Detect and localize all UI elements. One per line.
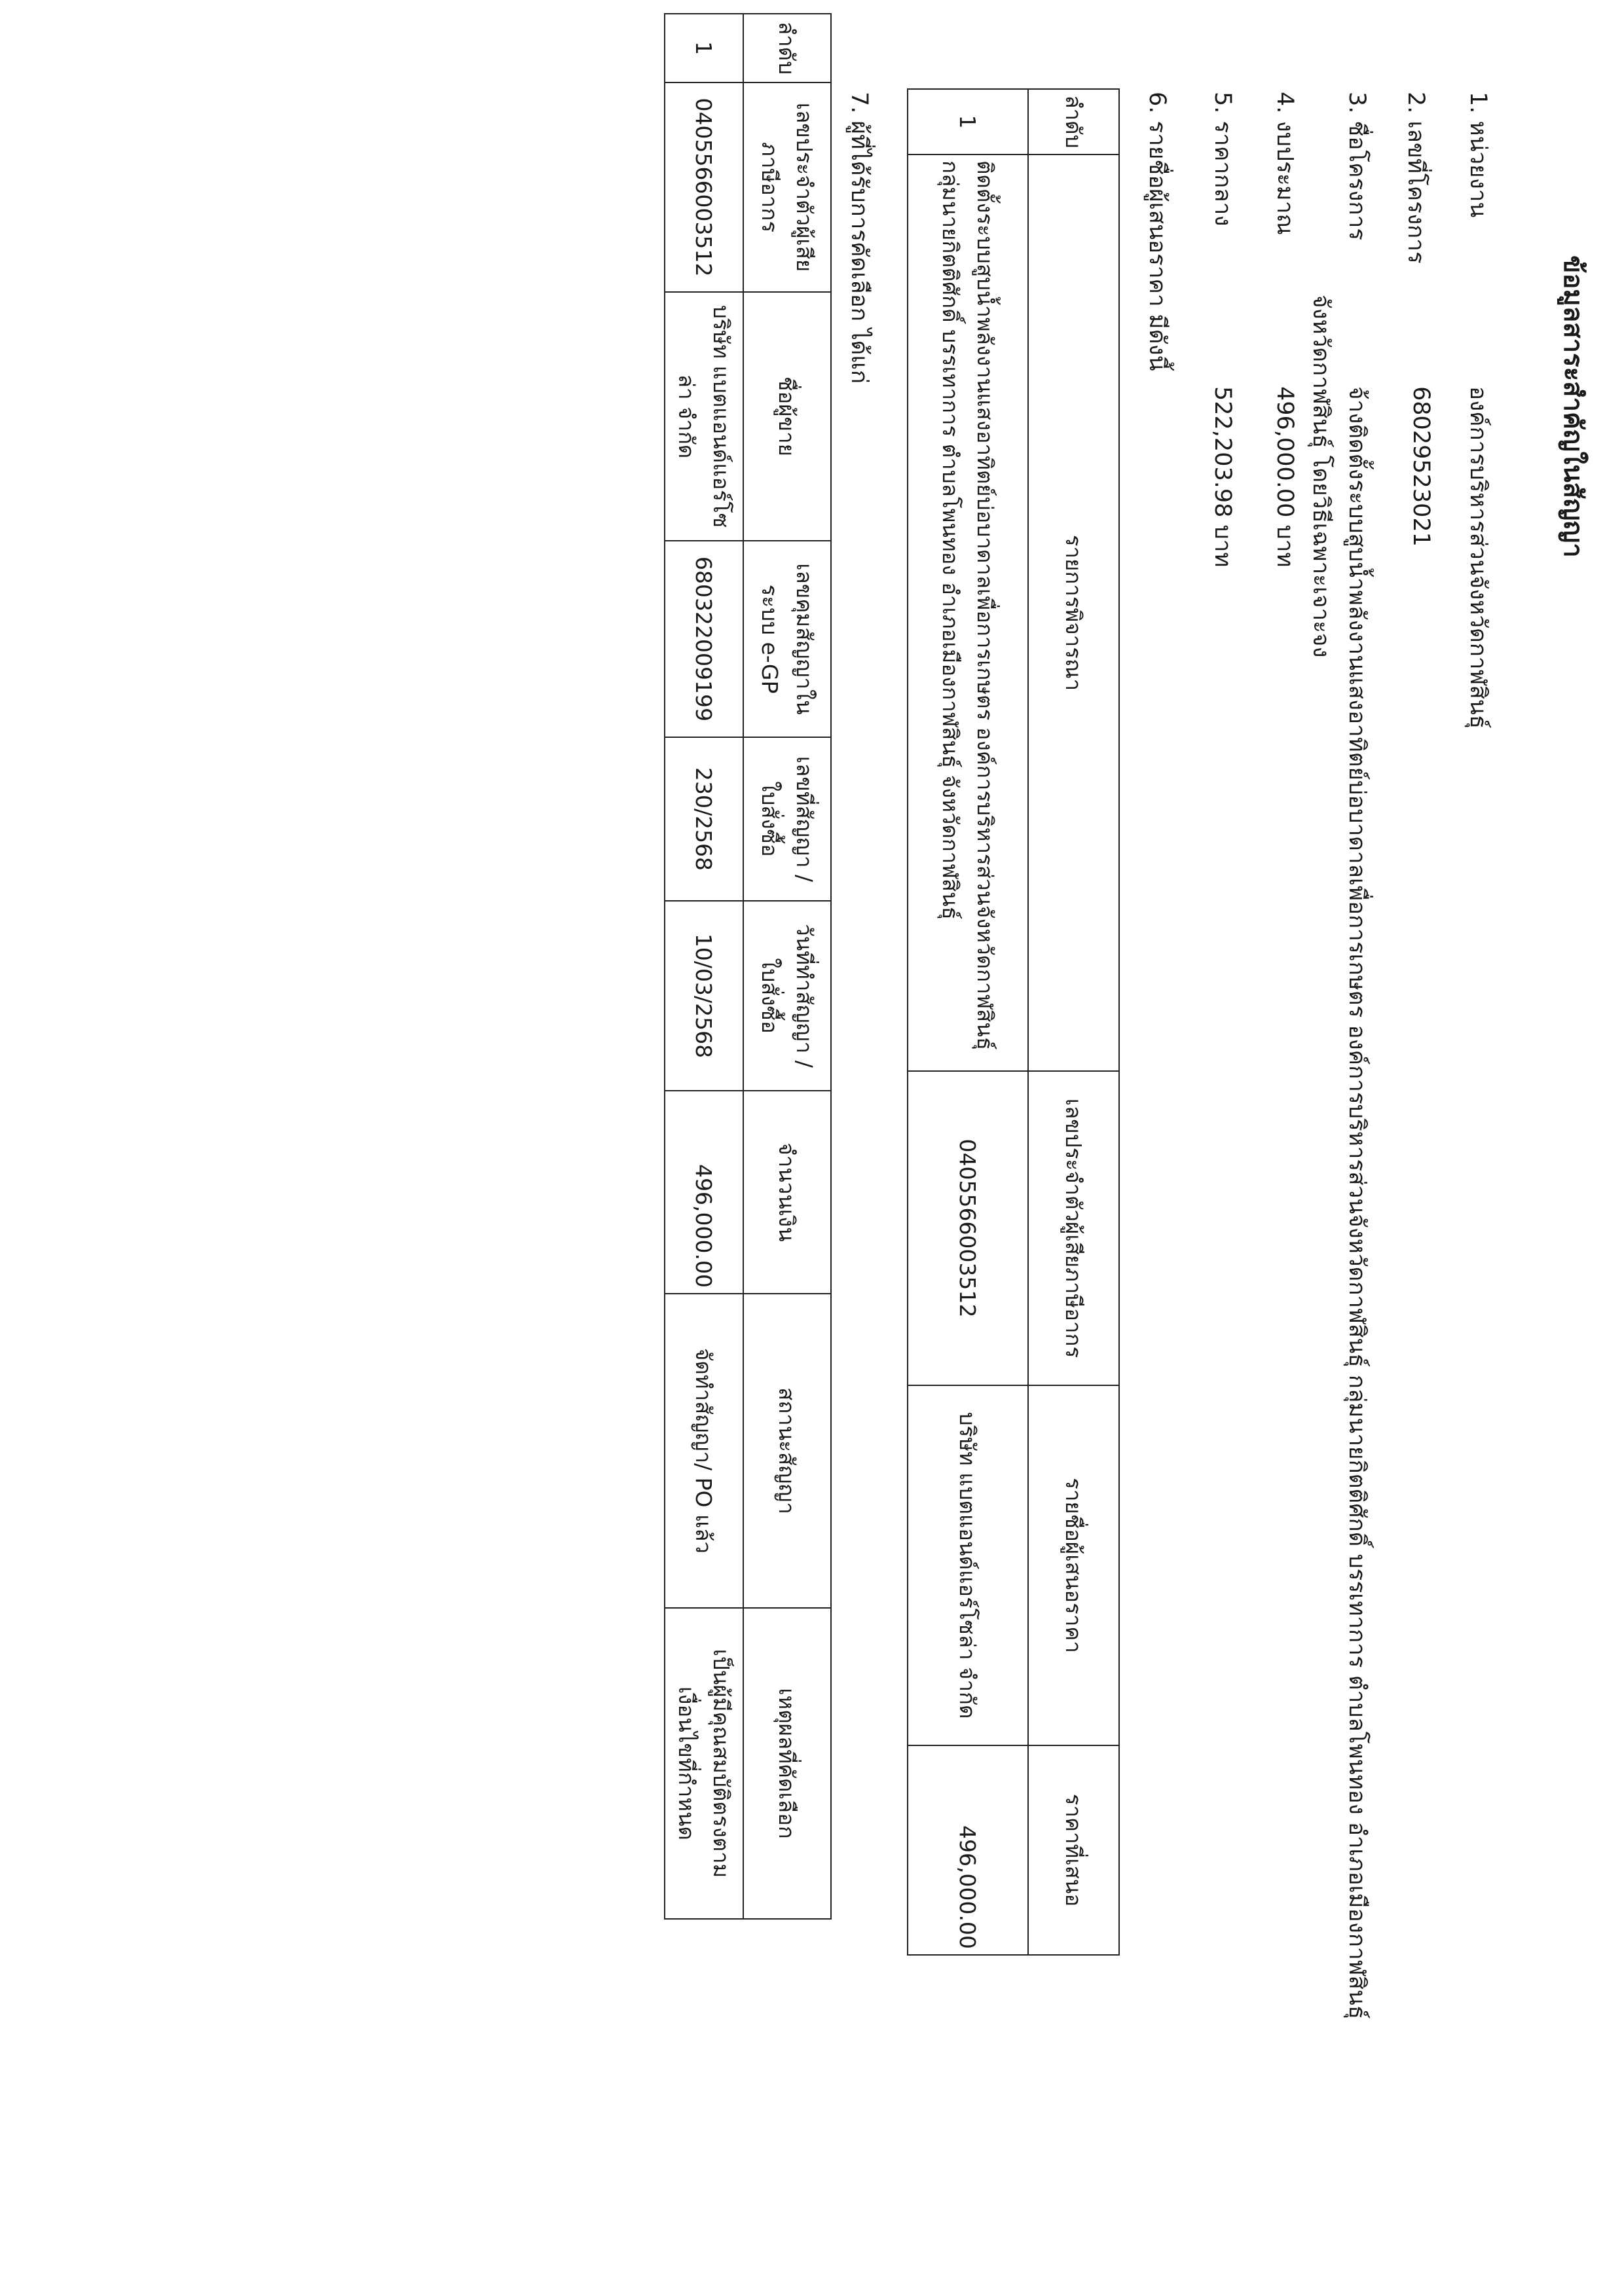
- selected-col-status: สถานะสัญญา: [743, 1294, 831, 1608]
- agency-value: องค์การบริหารส่วนจังหวัดกาฬสินธุ์: [1465, 386, 1491, 729]
- selected-col-taxid: เลขประจำตัวผู้เสียภาษีอากร: [743, 82, 831, 292]
- budget-label: 4. งบประมาณ: [1272, 92, 1298, 235]
- selected-heading: 7. ผู้ที่ได้รับการคัดเลือก ได้แก่: [846, 92, 872, 384]
- selected-table: [664, 13, 832, 1920]
- bidder-taxid-cell: 0405566003512: [908, 1071, 1028, 1385]
- median-price-value: 522,203.98 บาท: [1209, 386, 1236, 568]
- selected-header-row: [743, 14, 831, 1919]
- selected-col-vendor: ชื่อผู้ขาย: [743, 292, 831, 541]
- project-no-value: 68029523021: [1408, 386, 1434, 547]
- bidder-price-cell: 496,000.00: [908, 1745, 1028, 1955]
- selected-amount-cell: 496,000.00: [665, 1091, 743, 1294]
- project-name-row: [1339, 92, 1375, 2020]
- selected-col-no: ลำดับ: [743, 14, 831, 82]
- bidder-name-cell: บริษัท แบตแอนด์แอร์โซล่า จำกัด: [908, 1385, 1028, 1745]
- selected-contract-no-cell: 230/2568: [665, 737, 743, 901]
- project-name-continued: จังหวัดกาฬสินธุ์ โดยวิธีเฉพาะเจาะจง: [1308, 295, 1334, 658]
- bidders-col-taxid: เลขประจำตัวผู้เสียภาษีอากร: [1028, 1071, 1119, 1385]
- bidder-item-cell: ติดตั้งระบบสูบน้ำพลังงานแสงอาทิตย์บ่อบาดาลเพื่อการเกษตร องค์การบริหารส่วนจังหวัดกาฬสินธุ์ กลุ่มนายกิตติศักดิ์ บรรเทาการ ตำบลโพนทอง อำเภอเมืองกาฬสินธุ์ จังหวัดกาฬสินธุ์: [908, 155, 1028, 1071]
- selected-col-egp: เลขคุมสัญญาในระบบ e-GP: [743, 541, 831, 737]
- selected-contract-date-cell: 10/03/2568: [665, 901, 743, 1091]
- median-price-label: 5. ราคากลาง: [1209, 92, 1236, 227]
- budget-row: [1267, 92, 1303, 568]
- selected-taxid-cell: 0405566003512: [665, 82, 743, 292]
- bidders-col-item: รายการพิจารณา: [1028, 155, 1119, 1071]
- selected-col-amount: จำนวนเงิน: [743, 1091, 831, 1294]
- table-row: [665, 14, 743, 1919]
- selected-vendor-cell: บริษัท แบตแอนด์แอร์โซล่า จำกัด: [665, 292, 743, 541]
- selected-reason-cell: เป็นผู้มีคุณสมบัติตรงตามเงื่อนไขที่กำหนด: [665, 1608, 743, 1919]
- project-no-row: [1398, 92, 1434, 547]
- project-name-label: 3. ชื่อโครงการ: [1344, 92, 1370, 241]
- bidders-table: [907, 88, 1120, 1956]
- table-row: [908, 89, 1028, 1955]
- bidders-heading: 6. รายชื่อผู้เสนอราคา มีดังนี้: [1144, 92, 1170, 371]
- bidders-header-row: [1028, 89, 1119, 1955]
- selected-col-reason: เหตุผลที่คัดเลือก: [743, 1608, 831, 1919]
- median-price-row: [1205, 92, 1241, 568]
- agency-label: 1. หน่วยงาน: [1465, 92, 1491, 218]
- selected-col-contract-date: วันที่ทำสัญญา / ใบสั่งซื้อ: [743, 901, 831, 1091]
- selected-status-cell: จัดทำสัญญา/ PO แล้ว: [665, 1294, 743, 1608]
- page-title: ข้อมูลสาระสำคัญในสัญญา: [1558, 255, 1588, 558]
- bidder-no-cell: 1: [908, 89, 1028, 155]
- bidders-col-bidder: รายชื่อผู้เสนอราคา: [1028, 1385, 1119, 1745]
- budget-value: 496,000.00 บาท: [1272, 386, 1298, 568]
- project-no-label: 2. เลขที่โครงการ: [1403, 92, 1429, 264]
- selected-no-cell: 1: [665, 14, 743, 82]
- bidders-col-no: ลำดับ: [1028, 89, 1119, 155]
- agency-row: [1460, 92, 1496, 729]
- selected-col-contract-no: เลขที่สัญญา / ใบสั่งซื้อ: [743, 737, 831, 901]
- selected-egp-cell: 680322009199: [665, 541, 743, 737]
- project-name-value: จ้างติดตั้งระบบสูบน้ำพลังงานแสงอาทิตย์บ่อบาดาลเพื่อการเกษตร องค์การบริหารส่วนจังหวัดกาฬสินธุ์ กลุ่มนายกิตติศักดิ์ บรรเทาการ ตำบลโพนทอง อำเภอเมืองกาฬสินธุ์: [1344, 386, 1370, 2020]
- bidders-col-price: ราคาที่เสนอ: [1028, 1745, 1119, 1955]
